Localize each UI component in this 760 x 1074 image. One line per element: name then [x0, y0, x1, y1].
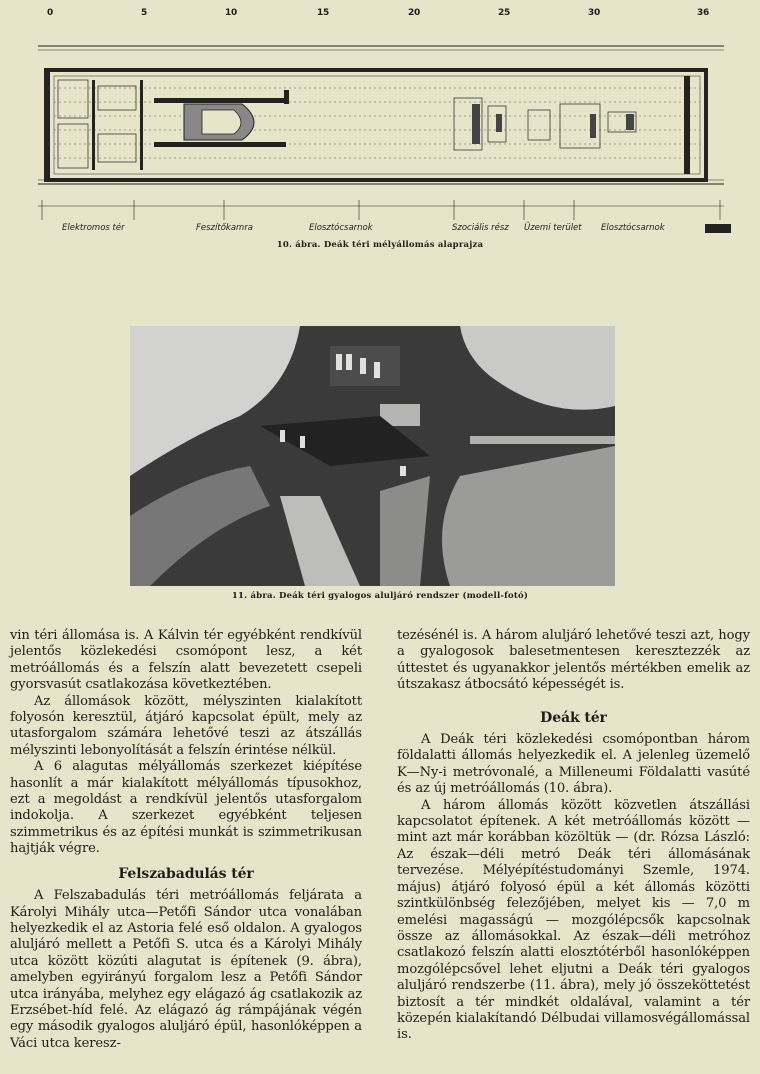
paragraph: vin téri állomása is. A Kálvin tér egyébként rendkívül jelentős közlekedési csomópont lesz, a két metróállomás és a felszín alatt bevezetett csepeli gyorsvasút csatlakozása következtében.	[10, 628, 362, 693]
scale-tick-label: 0	[47, 8, 53, 18]
zone-label: Szociális rész	[452, 223, 509, 233]
zone-label: Elektromos tér	[62, 223, 125, 233]
paragraph: A három állomás között közvetlen átszállási kapcsolatot építenek. A két metróállomás között — mint azt már korábban közöltük — (dr. Rózsa László: Az észak—déli metró Deák téri állomásának tervezése. Mélyépítéstudományi Szemle, 1974. május) átjáró folyosó épül a két állomás közötti szintkülönbség felezőjében, melyet kis — 7,0 m emelési magasságú — mozgólépcsők kapcsolnak össze az állomásokkal. Az észak—déli metróhoz csatlakozó felszín alatti elosztótérből hasonlóképpen mozgólépcsővel lehet eljutni a Deák téri gyalogos aluljáró rendszerbe (11. ábra), mely jó összeköttetést biztosít a tér mindkét oldalával, valamint a tér közepén kialakítandó Délbudai villamosvégállomással is.	[397, 797, 750, 1043]
text-column-left	[10, 628, 362, 1052]
paragraph: Az állomások között, mélyszinten kialakított folyosón keresztül, átjáró kapcsolat épült, mely az utasforgalom számára lehetővé teszi az átszállás mélyszinti lebonyolítását a felszín érintése nélkül.	[10, 693, 362, 758]
station-floor-plan	[34, 20, 726, 232]
scale-tick-label: 20	[408, 8, 420, 18]
paragraph: A 6 alagutas mélyállomás szerkezet kiépítése hasonlít a már kialakított mélyállomás típusokhoz, ezt a megoldást a rendkívül jelentős utasforgalom indokolja. A szerkezet egyébként teljesen szimmetrikus és az építési munkát is szimmetrikusan hajtják végre.	[10, 759, 362, 857]
scale-tick-label: 10	[225, 8, 237, 18]
text-column-right	[397, 628, 750, 1044]
scale-tick-label: 36	[697, 8, 709, 18]
plan-reference-tag	[705, 224, 731, 233]
figure-10-caption: 10. ábra. Deák téri mélyállomás alaprajza	[276, 240, 484, 250]
zone-label: Elosztócsarnok	[601, 223, 665, 233]
scale-tick-label: 25	[498, 8, 510, 18]
zone-label: Feszítőkamra	[196, 223, 254, 233]
scale-tick-label: 5	[141, 8, 147, 18]
section-heading: Deák tér	[540, 709, 607, 726]
scale-tick-label: 15	[317, 8, 329, 18]
paragraph: A Deák téri közlekedési csomópontban három földalatti állomás helyezkedik el. A jelenleg üzemelő K—Ny-i metróvonalé, a Milleneumi Földalatti vasúté és az új metróállomás (10. ábra).	[397, 732, 750, 797]
scale-tick-label: 30	[588, 8, 600, 18]
paragraph: tezésénél is. A három aluljáró lehetővé teszi azt, hogy a gyalogosok balesetmentesen keresztezzék az úttestet és ugyanakkor jelentős mértékben emelik az útszakasz átbocsátó képességét is.	[397, 628, 750, 693]
zone-label: Üzemi terület	[524, 223, 582, 233]
paragraph: A Felszabadulás téri metróállomás feljárata a Károlyi Mihály utca—Petőfi Sándor utca vonalában helyezkedik el az Astoria felé eső oldalon. A gyalogos aluljáró mellett a Petőfi S. utca és a Károlyi Mihály utca között közúti alagutat is építenek (9. ábra), amelyben egyirányú forgalom lesz a Petőfi Sándor utca irányába, melyhez egy elágazó ág csatlakozik az Erzsébet-híd felé. Az elágazó ág rámpájának végén egy második gyalogos aluljáró épül, hasonlóképpen a Váci utca keresz-	[10, 888, 362, 1051]
section-heading: Felszabadulás tér	[118, 865, 254, 882]
zone-label: Elosztócsarnok	[309, 223, 373, 233]
model-photo	[130, 326, 615, 586]
figure-11-caption: 11. ábra. Deák téri gyalogos aluljáró rendszer (modell-fotó)	[231, 591, 529, 601]
